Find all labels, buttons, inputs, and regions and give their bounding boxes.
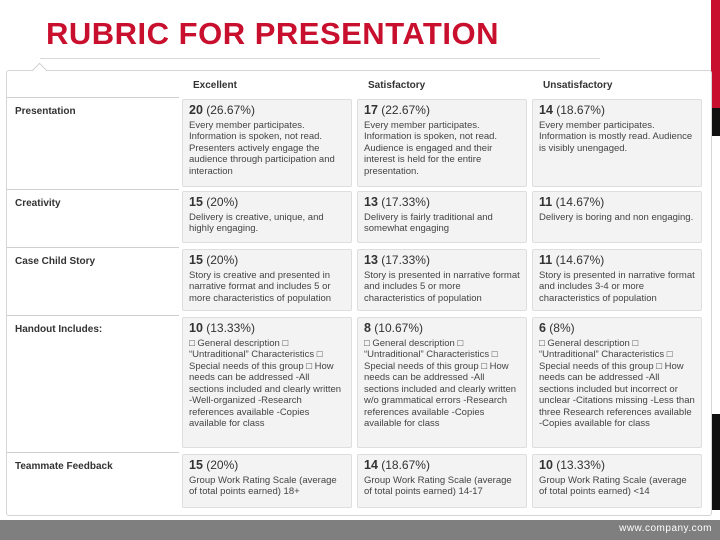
points-value	[539, 197, 695, 209]
points-value	[189, 323, 345, 335]
points-percent: (17.33%)	[381, 195, 430, 209]
criteria-text: Story is presented in narrative format and includes 3-4 or more characteristics of population	[539, 269, 695, 304]
points-value	[539, 323, 695, 335]
rubric-cell	[182, 317, 352, 448]
points-percent: (22.67%)	[381, 103, 430, 117]
points-number: 14	[539, 103, 553, 117]
points-number: 6	[539, 321, 546, 335]
rubric-cell	[182, 454, 352, 508]
points-number: 20	[189, 103, 203, 117]
criteria-text: □ General description □ “Untraditional” Characteristics □ Special needs of this group □ How needs can be addressed -All sections included but incorrect or unclear -Citations missing -Less than three Research references available -Copies available for class	[539, 337, 695, 429]
row-label: Presentation	[7, 97, 179, 189]
points-number: 11	[539, 195, 553, 209]
rubric-cell	[532, 249, 702, 311]
rubric-cell	[357, 191, 527, 243]
points-value	[364, 197, 520, 209]
points-percent: (17.33%)	[381, 253, 430, 267]
column-header-unsatisfactory: Unsatisfactory	[543, 80, 613, 91]
points-percent: (18.67%)	[381, 458, 430, 472]
criteria-text: □ General description □ “Untraditional” Characteristics □ Special needs of this group □ How needs can be addressed -All sections included and clearly written -Well-organized -Research references available -Copies available for class	[189, 337, 342, 429]
points-number: 17	[364, 103, 378, 117]
rubric-cell	[357, 454, 527, 508]
points-value	[189, 460, 345, 472]
rubric-cell	[357, 317, 527, 448]
points-percent: (18.67%)	[556, 103, 605, 117]
rubric-cell	[532, 191, 702, 243]
criteria-text: Delivery is boring and non engaging.	[539, 211, 694, 223]
title-divider	[40, 58, 600, 59]
points-value	[364, 255, 520, 267]
criteria-text: Group Work Rating Scale (average of total points earned) 14-17	[364, 474, 512, 497]
points-percent: (14.67%)	[555, 253, 605, 267]
accent-bar-red	[711, 0, 720, 108]
points-number: 13	[364, 253, 378, 267]
criteria-text: Story is creative and presented in narrative format and includes 5 or more characteristics of population	[189, 269, 332, 304]
rubric-cell	[532, 99, 702, 187]
points-value	[539, 460, 695, 472]
points-number: 8	[364, 321, 371, 335]
column-header-satisfactory: Satisfactory	[368, 80, 426, 91]
rubric-panel	[6, 70, 712, 516]
points-percent: (26.67%)	[206, 103, 255, 117]
points-value	[189, 105, 345, 117]
points-number: 15	[189, 195, 203, 209]
criteria-text: Story is presented in narrative format and includes 5 or more characteristics of population	[364, 269, 520, 304]
points-value	[539, 255, 695, 267]
points-percent: (8%)	[549, 321, 575, 335]
rubric-cell	[357, 99, 527, 187]
points-number: 15	[189, 458, 203, 472]
points-percent: (13.33%)	[556, 458, 605, 472]
points-percent: (20%)	[206, 253, 239, 267]
points-percent: (14.67%)	[555, 195, 605, 209]
rubric-cell	[532, 454, 702, 508]
rubric-cell	[182, 191, 352, 243]
points-value	[189, 255, 345, 267]
footer-bar	[0, 520, 720, 540]
points-percent: (20%)	[206, 458, 239, 472]
criteria-text: Every member participates. Information is spoken, not read. Audience is engaged and their interest is held for the entire presentation.	[364, 119, 498, 177]
points-number: 14	[364, 458, 378, 472]
criteria-text: Group Work Rating Scale (average of total points earned) 18+	[189, 474, 337, 497]
points-percent: (10.67%)	[374, 321, 423, 335]
points-number: 10	[189, 321, 203, 335]
points-number: 13	[364, 195, 378, 209]
points-number: 10	[539, 458, 553, 472]
rubric-cell	[182, 249, 352, 311]
row-label: Handout Includes:	[7, 315, 179, 450]
points-value	[364, 323, 520, 335]
row-label: Creativity	[7, 189, 179, 245]
points-value	[539, 105, 695, 117]
rubric-cell	[182, 99, 352, 187]
rubric-cell	[532, 317, 702, 448]
accent-bar-black	[711, 108, 720, 136]
criteria-text: □ General description □ “Untraditional” Characteristics □ Special needs of this group □ How needs can be addressed -All sections included and clearly written w/o grammatical errors -Research references available -Copies available for class	[364, 337, 517, 429]
criteria-text: Every member participates. Information is mostly read. Audience is visibly unengaged.	[539, 119, 693, 154]
points-value	[364, 460, 520, 472]
row-label: Case Child Story	[7, 247, 179, 313]
column-header-excellent: Excellent	[193, 80, 237, 91]
points-percent: (20%)	[206, 195, 239, 209]
criteria-text: Delivery is creative, unique, and highly engaging.	[189, 211, 324, 234]
footer-url: www.company.com	[619, 523, 712, 534]
points-value	[189, 197, 345, 209]
points-number: 11	[539, 253, 553, 267]
criteria-text: Delivery is fairly traditional and somewhat engaging	[364, 211, 493, 234]
row-label: Teammate Feedback	[7, 452, 179, 510]
page-title: RUBRIC FOR PRESENTATION	[46, 16, 499, 51]
points-number: 15	[189, 253, 203, 267]
criteria-text: Every member participates. Information is spoken, not read. Presenters actively engage the audience through participation and interaction	[189, 119, 335, 177]
points-value	[364, 105, 520, 117]
criteria-text: Group Work Rating Scale (average of total points earned) <14	[539, 474, 687, 497]
rubric-cell	[357, 249, 527, 311]
accent-bar-black-lower	[711, 414, 720, 510]
points-percent: (13.33%)	[206, 321, 255, 335]
